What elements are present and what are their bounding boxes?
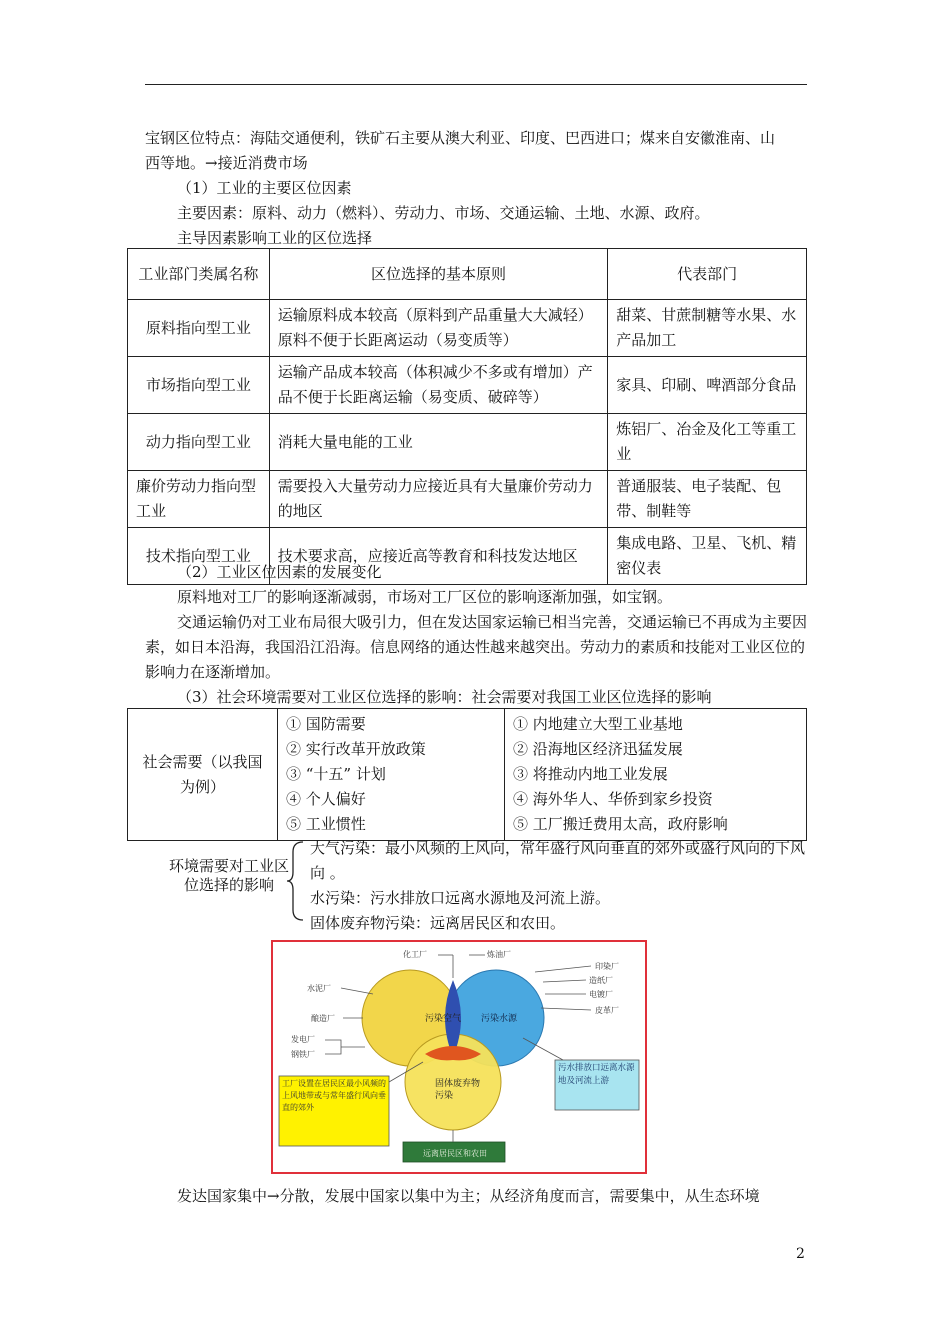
list-item: ① 内地建立大型工业基地 (513, 715, 683, 733)
table1-caption: 主导因素影响工业的区位选择 (177, 229, 373, 247)
list-item: ② 沿海地区经济迅猛发展 (513, 740, 683, 758)
box-air-text: 工厂设置在居民区最小风频的上风地带或与常年盛行风向垂直的郊外 (282, 1079, 386, 1112)
row-category: 市场指向型工业 (128, 357, 270, 414)
factory-label: 电镀厂 (589, 990, 613, 999)
last-line: 发达国家集中→分散，发展中国家以集中为主；从经济角度而言，需要集中，从生态环境 (177, 1187, 760, 1205)
table-header-row (128, 249, 807, 300)
page-number: 2 (796, 1246, 805, 1262)
list-item: ⑤ 工业惯性 (286, 815, 366, 833)
solid-label-2: 污染 (435, 1091, 454, 1101)
social-needs-label-text: 社会需要（以我国为例） (142, 752, 263, 796)
list-item: ② 实行改革开放政策 (286, 740, 426, 758)
section2-para-1: 原料地对工厂的影响逐渐减弱，市场对工厂区位的影响逐渐加强，如宝钢。 (177, 588, 673, 606)
row-example: 甜菜、甘蔗制糖等水果、水产品加工 (608, 300, 807, 357)
air-pollution-text: 大气污染：最小风频的上风向，常年盛行风向垂直的郊外或盛行风向的下风向 。 (310, 839, 806, 882)
social-needs-label (128, 709, 278, 841)
intro-line-2: 西等地。→接近消费市场 (145, 154, 308, 172)
header-rule (145, 84, 807, 85)
social-needs-table (127, 708, 807, 841)
list-item: ⑤ 工厂搬迁费用太高，政府影响 (513, 815, 728, 833)
pollution-diagram (271, 940, 647, 1174)
factory-label: 水泥厂 (307, 984, 331, 993)
row-principle: 技术要求高，应接近高等教育和科技发达地区 (269, 528, 607, 585)
pollution-diagram-svg (273, 942, 645, 1172)
table-row (128, 357, 807, 414)
table-row (128, 414, 807, 471)
row-category: 廉价劳动力指向型工业 (128, 471, 270, 528)
row-principle: 消耗大量电能的工业 (269, 414, 607, 471)
env-needs-label: 环境需要对工业区位选择的影响 (168, 857, 289, 894)
list-item: 水污染：污水排放口远离水源地及河流上游。 (310, 889, 611, 907)
header-principle: 区位选择的基本原则 (269, 249, 607, 300)
row-principle: 需要投入大量劳动力应接近具有大量廉价劳动力的地区 (269, 471, 607, 528)
social-needs-right (505, 709, 807, 841)
factory-label: 造纸厂 (589, 976, 613, 985)
table-row (128, 471, 807, 528)
solid-label: 固体废弃物 (435, 1079, 481, 1089)
table-row (128, 300, 807, 357)
factory-label: 发电厂 (291, 1035, 315, 1044)
box-solid-text: 远离居民区和农田 (423, 1149, 487, 1158)
box-water-text: 污水排放口远离水源地及河流上游 (558, 1063, 635, 1086)
intro-line-1: 宝钢区位特点：海陆交通便利，铁矿石主要从澳大利亚、印度、巴西进口；煤来自安徽淮南、山 (145, 129, 776, 147)
row-category: 技术指向型工业 (128, 528, 270, 585)
list-item: ③ “十五” 计划 (286, 765, 386, 783)
row-category: 动力指向型工业 (128, 414, 270, 471)
factory-label: 印染厂 (595, 962, 619, 971)
row-principle: 运输产品成本较高（体积减少不多或有增加）产品不便于长距离运输（易变质、破碎等） (269, 357, 607, 414)
list-item: ④ 海外华人、华侨到家乡投资 (513, 790, 713, 808)
social-needs-left (278, 709, 505, 841)
header-example: 代表部门 (608, 249, 807, 300)
brace-icon (287, 840, 307, 922)
row-example: 家具、印刷、啤酒部分食品 (608, 357, 807, 414)
main-factors: 主要因素：原料、动力（燃料）、劳动力、市场、交通运输、土地、水源、政府。 (177, 204, 710, 222)
list-item: 固体废弃物污染：远离居民区和农田。 (310, 914, 566, 932)
row-example: 集成电路、卫星、飞机、精密仪表 (608, 528, 807, 585)
factory-label: 皮革厂 (595, 1006, 619, 1015)
list-item: ④ 个人偏好 (286, 790, 366, 808)
section2-para-2: 交通运输仍对工业布局很大吸引力，但在发达国家运输已相当完善，交通运输已不再成为主要因素，如日本沿海，我国沿江沿海。信息网络的通达性越来越突出。劳动力的素质和技能对工业区位的影响力在逐渐增加。 (145, 613, 808, 681)
factory-label: 化工厂 (403, 950, 427, 959)
list-item: ① 国防需要 (286, 715, 366, 733)
factory-label: 炼油厂 (487, 950, 511, 959)
list-item: ③ 将推动内地工业发展 (513, 765, 668, 783)
row-principle: 运输原料成本较高（原料到产品重量大大减轻）原料不便于长距离运动（易变质等） (269, 300, 607, 357)
factory-label: 酿造厂 (311, 1014, 335, 1023)
env-needs-list (310, 836, 810, 936)
section1-heading: （1）工业的主要区位因素 (177, 179, 352, 197)
factory-label: 钢铁厂 (291, 1050, 315, 1059)
header-category: 工业部门类属名称 (128, 249, 270, 300)
air-label: 污染空气 (425, 1014, 462, 1024)
section2-heading: （2）工业区位因素的发展变化 (177, 563, 382, 581)
location-principles-table (127, 248, 807, 585)
section3-heading: （3）社会环境需要对工业区位选择的影响：社会需要对我国工业区位选择的影响 (177, 688, 712, 706)
row-category: 原料指向型工业 (128, 300, 270, 357)
list-item (310, 836, 810, 886)
row-example: 普通服装、电子装配、包带、制鞋等 (608, 471, 807, 528)
table-row (128, 709, 807, 841)
water-label: 污染水源 (481, 1014, 518, 1024)
row-example: 炼铝厂、冶金及化工等重工业 (608, 414, 807, 471)
